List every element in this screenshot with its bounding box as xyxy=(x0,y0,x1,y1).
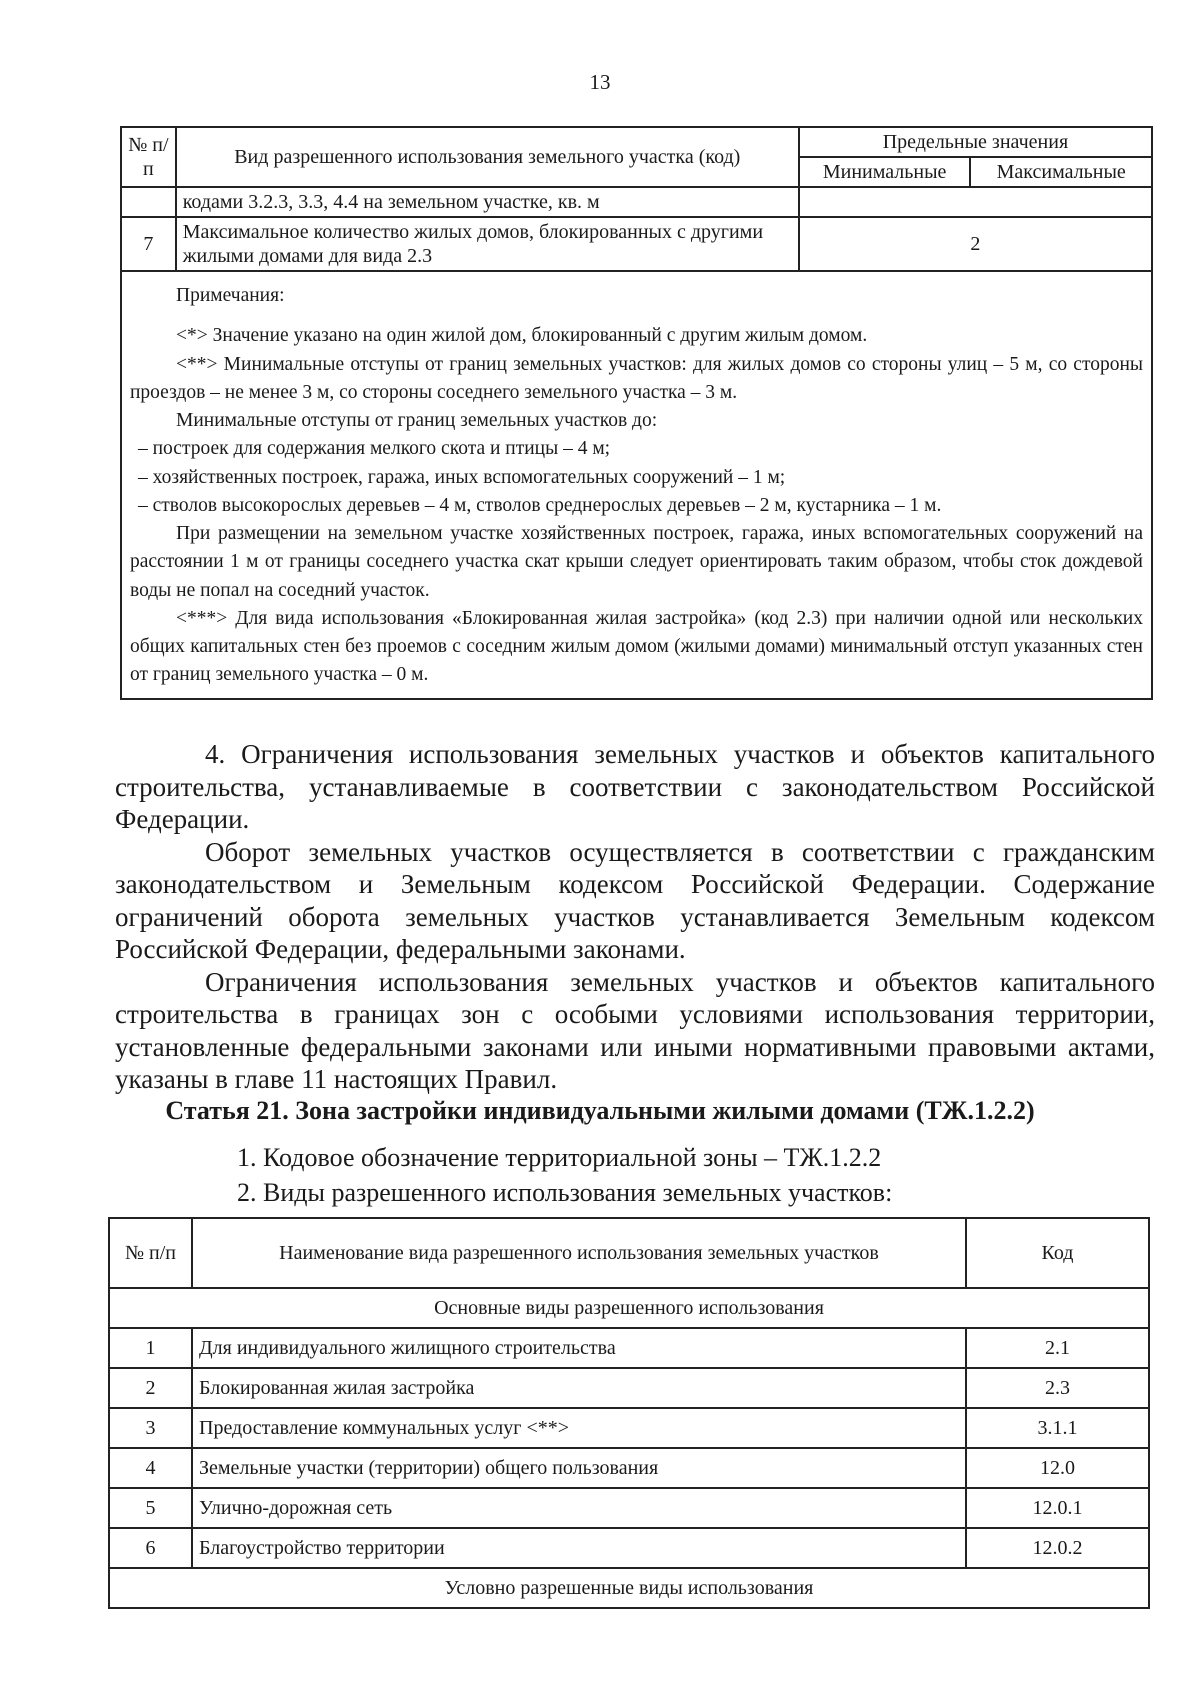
table-row xyxy=(121,217,1152,271)
table-row xyxy=(109,1408,1149,1448)
row-name: Максимальное количество жилых домов, блокированных с другими жилыми домами для вида 2.3 xyxy=(176,217,799,271)
paragraph: Ограничения использования земельных участков и объектов капитального строительства в границах зон с особыми условиями использования территории, установленные федеральными законами или иными нормативными правовыми актами, указаны в главе 11 настоящих Правил. xyxy=(115,966,1155,1094)
limits-table xyxy=(120,126,1153,700)
row-code: 3.1.1 xyxy=(966,1408,1149,1448)
note-line: – построек для содержания мелкого скота и птицы – 4 м; xyxy=(138,438,611,460)
section-row xyxy=(109,1288,1149,1328)
header-name: Вид разрешенного использования земельного участка (код) xyxy=(176,127,799,187)
table-row xyxy=(109,1328,1149,1368)
table-row xyxy=(109,1528,1149,1568)
table-header-row xyxy=(109,1218,1149,1288)
row-code: 12.0 xyxy=(966,1448,1149,1488)
land-use-table xyxy=(108,1217,1150,1609)
notes-title: Примечания: xyxy=(176,285,285,306)
note-line: – стволов высокорослых деревьев – 4 м, стволов среднерослых деревьев – 2 м, кустарника – 1 м. xyxy=(138,494,942,516)
row-num: 1 xyxy=(109,1328,192,1368)
list-item: 2. Виды разрешенного использования земельных участков: xyxy=(237,1178,893,1207)
row-code: 12.0.2 xyxy=(966,1528,1149,1568)
note-line: Минимальные отступы от границ земельных участков до: xyxy=(176,410,658,432)
row-num: 5 xyxy=(109,1488,192,1528)
row-name: Благоустройство территории xyxy=(192,1528,966,1568)
row-name: Земельные участки (территории) общего пользования xyxy=(192,1448,966,1488)
header-max: Максимальные xyxy=(970,157,1152,187)
row-name: кодами 3.2.3, 3.3, 4.4 на земельном участке, кв. м xyxy=(176,187,799,217)
header-min: Минимальные xyxy=(799,157,971,187)
header-name: Наименование вида разрешенного использования земельных участков xyxy=(192,1218,966,1288)
row-code: 2.3 xyxy=(966,1368,1149,1408)
note-line: При размещении на земельном участке хозяйственных построек, гаража, иных вспомогательных сооружений на расстоянии 1 м от границы соседнего участка скат крыши следует ориентировать таким образом, чтобы сток дождевой воды не попал на соседний участок. xyxy=(130,523,1143,601)
row-num: 3 xyxy=(109,1408,192,1448)
list-item: 1. Кодовое обозначение территориальной зоны – ТЖ.1.2.2 xyxy=(237,1143,882,1172)
table-row xyxy=(109,1488,1149,1528)
page-number: 13 xyxy=(589,70,611,94)
row-name: Предоставление коммунальных услуг <**> xyxy=(192,1408,966,1448)
section-main: Основные виды разрешенного использования xyxy=(109,1288,1149,1328)
row-name: Улично-дорожная сеть xyxy=(192,1488,966,1528)
table-row xyxy=(121,187,1152,217)
table-row xyxy=(109,1448,1149,1488)
note-line: – хозяйственных построек, гаража, иных вспомогательных сооружений – 1 м; xyxy=(138,466,786,488)
paragraph: Оборот земельных участков осуществляется в соответствии с гражданским законодательством и Земельным кодексом Российской Федерации. Содержание ограничений оборота земельных участков устанавливается Земельным кодексом Российской Федерации, федеральными законами. xyxy=(115,836,1155,964)
note-line: <***> Для вида использования «Блокированная жилая застройка» (код 2.3) при наличии одной или нескольких общих капитальных стен без проемов с соседним жилым домом (жилыми домами) минимальный отступ указанных стен от границ земельного участка – 0 м. xyxy=(130,607,1143,686)
notes-cell xyxy=(121,271,1152,699)
numbered-list xyxy=(237,1140,892,1210)
row-num: 2 xyxy=(109,1368,192,1408)
row-value: 2 xyxy=(799,217,1152,271)
row-code: 12.0.1 xyxy=(966,1488,1149,1528)
header-code: Код xyxy=(966,1218,1149,1288)
row-name: Для индивидуального жилищного строительства xyxy=(192,1328,966,1368)
header-num: № п/п xyxy=(121,127,176,187)
section-conditional: Условно разрешенные виды использования xyxy=(109,1568,1149,1608)
row-num xyxy=(121,187,176,217)
row-code: 2.1 xyxy=(966,1328,1149,1368)
body-text xyxy=(115,738,1155,1096)
section-row xyxy=(109,1568,1149,1608)
notes-row xyxy=(121,271,1152,699)
note-line: <*> Значение указано на один жилой дом, блокированный с другим жилым домом. xyxy=(176,325,868,347)
row-num: 7 xyxy=(121,217,176,271)
row-num: 6 xyxy=(109,1528,192,1568)
table-row xyxy=(109,1368,1149,1408)
row-name: Блокированная жилая застройка xyxy=(192,1368,966,1408)
header-limits: Предельные значения xyxy=(799,127,1152,157)
paragraph: 4. Ограничения использования земельных участков и объектов капитального строительства, устанавливаемые в соответствии с законодательством Российской Федерации. xyxy=(115,739,1155,834)
article-title: Статья 21. Зона застройки индивидуальными жилыми домами (ТЖ.1.2.2) xyxy=(165,1096,1035,1125)
table-header-row xyxy=(121,127,1152,157)
row-value xyxy=(799,187,1152,217)
header-num: № п/п xyxy=(109,1218,192,1288)
note-line: <**> Минимальные отступы от границ земельных участков: для жилых домов со стороны улиц – 5 м, со стороны проездов – не менее 3 м, со стороны соседнего земельного участка – 3 м. xyxy=(130,353,1143,403)
row-num: 4 xyxy=(109,1448,192,1488)
